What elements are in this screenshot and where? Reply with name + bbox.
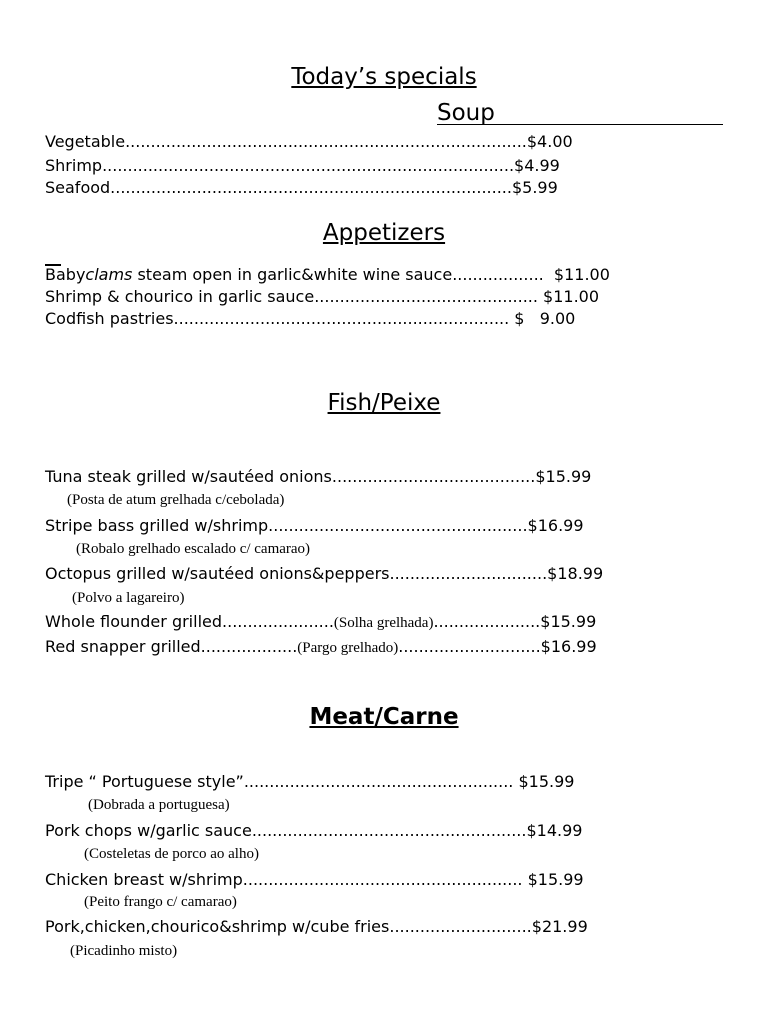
item-name: Pork,chicken,chourico&shrimp w/cube fries: [45, 917, 390, 936]
item-name: Codfish pastries: [45, 309, 174, 328]
item-translation: (Solha grelhada): [333, 615, 434, 631]
menu-item-whole-flounder: [45, 612, 596, 633]
item-translation: (Robalo grelhado escalado c/ camarao): [76, 541, 311, 557]
item-leader-dots: ............................: [398, 637, 541, 656]
item-name-italic: clams: [85, 265, 133, 284]
item-price: $15.99: [522, 870, 584, 889]
item-leader-dots: ...............................................................................: [110, 178, 512, 197]
item-name: Shrimp: [45, 156, 103, 175]
item-leader-dots: ...............................................................................: [125, 132, 527, 151]
menu-item-baby-clams: [45, 265, 610, 285]
item-name: Whole flounder grilled: [45, 612, 223, 631]
item-leader-dots: ........................................: [331, 467, 536, 486]
soup-heading: Soup: [437, 100, 495, 126]
item-translation: (Dobrada a portuguesa): [88, 797, 230, 813]
item-price: $16.99: [540, 637, 597, 656]
item-leader-dots: ...................: [200, 637, 298, 656]
menu-item-red-snapper: [45, 637, 597, 658]
menu-item-pork-chops: [45, 821, 582, 841]
item-price: $4.99: [514, 156, 560, 175]
menu-item-shrimp-chourico: [45, 287, 599, 307]
item-leader-dots: ............................: [389, 917, 532, 936]
item-name: Tuna steak grilled w/sautéed onions: [45, 467, 332, 486]
item-name: Vegetable: [45, 132, 126, 151]
item-name: Seafood: [45, 178, 111, 197]
item-name: Pork chops w/garlic sauce: [45, 821, 252, 840]
item-translation: (Costeletas de porco ao alho): [84, 846, 259, 862]
item-price: $11.00: [537, 287, 600, 306]
item-price: $15.99: [535, 467, 592, 486]
item-leader-dots: ............................................: [314, 287, 538, 306]
menu-item-vegetable-soup: [45, 132, 573, 152]
item-translation: (Picadinho misto): [70, 943, 178, 959]
appetizers-heading: Appetizers: [322, 220, 446, 246]
page-title: Today’s specials: [291, 64, 477, 90]
item-price: $4.00: [526, 132, 573, 151]
item-name-start: Baby: [45, 265, 86, 284]
menu-item-shrimp-soup: [45, 156, 560, 176]
meat-heading: Meat/Carne: [309, 704, 459, 730]
menu-item-octopus: [45, 564, 603, 584]
item-leader-dots: .......................................................: [242, 870, 523, 889]
menu-item-tripe: [45, 772, 574, 792]
menu-item-picadinho: [45, 917, 588, 937]
menu-item-chicken-breast: [45, 870, 584, 890]
item-leader-dots: ..................................................................: [173, 309, 510, 328]
item-price: $14.99: [526, 821, 583, 840]
menu-item-stripe-bass: [45, 516, 584, 536]
item-leader-dots: .................................................................................: [102, 156, 515, 175]
item-leader-dots: ..................: [452, 265, 544, 284]
item-name: Tripe “ Portuguese style”: [45, 772, 244, 791]
item-price: $16.99: [527, 516, 584, 535]
item-leader-dots: ......................: [222, 612, 334, 631]
menu-item-codfish-pastries: [45, 309, 575, 329]
item-name: Stripe bass grilled w/shrimp: [45, 516, 269, 535]
item-price: $ 9.00: [509, 309, 576, 328]
item-price: $15.99: [513, 772, 575, 791]
item-name: Chicken breast w/shrimp: [45, 870, 243, 889]
item-name: Octopus grilled w/sautéed onions&peppers: [45, 564, 390, 583]
menu-item-tuna-steak: [45, 467, 591, 487]
item-leader-dots: ......................................................: [251, 821, 527, 840]
item-name: Red snapper grilled: [45, 637, 201, 656]
item-leader-dots: ...............................: [389, 564, 548, 583]
item-price: $11.00: [543, 265, 610, 284]
item-price: $15.99: [540, 612, 597, 631]
item-translation: (Polvo a lagareiro): [72, 590, 185, 606]
item-price: $21.99: [531, 917, 588, 936]
item-name-end: steam open in garlic&white wine sauce: [132, 265, 453, 284]
item-leader-dots: .....................: [433, 612, 541, 631]
soup-heading-rule: [437, 124, 723, 125]
item-leader-dots: .....................................................: [243, 772, 514, 791]
item-price: $5.99: [511, 178, 558, 197]
item-price: $18.99: [547, 564, 604, 583]
menu-item-seafood-soup: [45, 178, 558, 198]
item-name: Shrimp & chourico in garlic sauce: [45, 287, 315, 306]
item-leader-dots: ...................................................: [268, 516, 528, 535]
fish-heading: Fish/Peixe: [327, 390, 441, 416]
item-translation: (Peito frango c/ camarao): [84, 894, 237, 910]
item-translation: (Posta de atum grelhada c/cebolada): [67, 492, 285, 508]
item-translation: (Pargo grelhado): [297, 640, 399, 656]
